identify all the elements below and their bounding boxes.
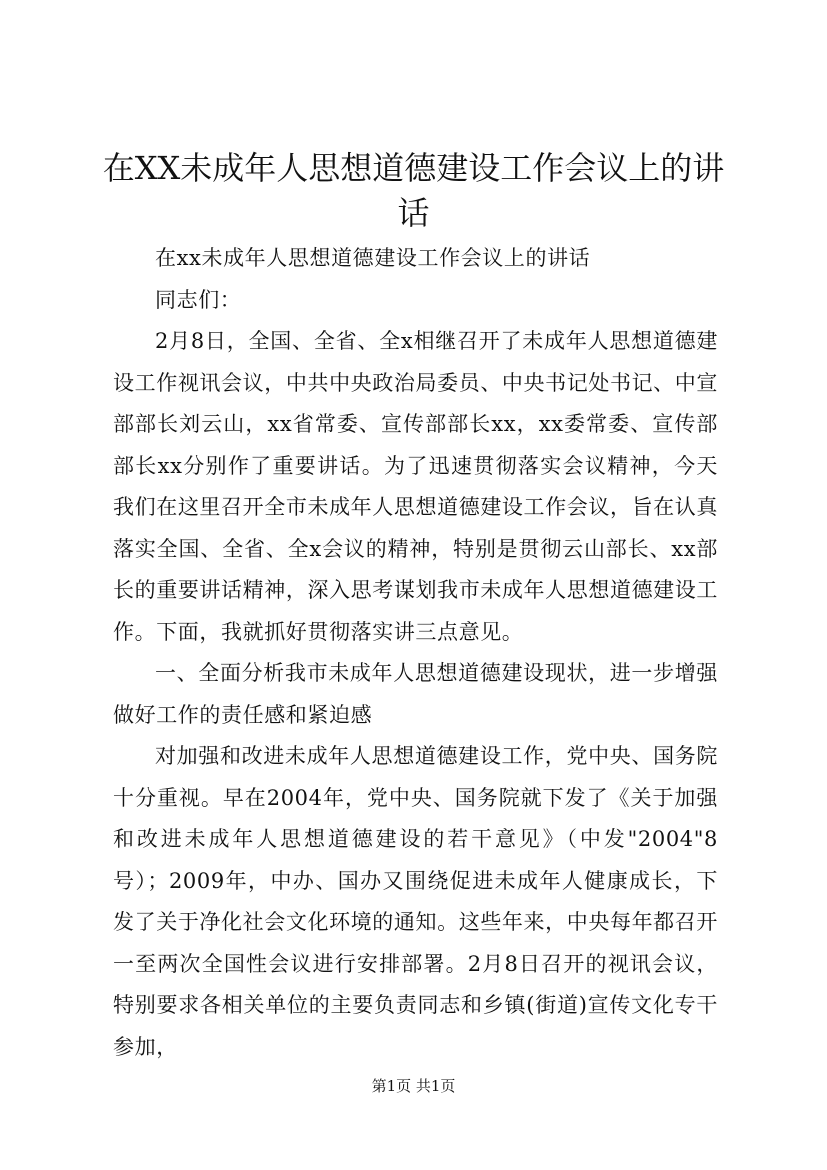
subtitle-paragraph: 在xx未成年人思想道德建设工作会议上的讲话	[155, 246, 591, 270]
page-footer: 第1页 共1页	[371, 1077, 456, 1095]
body-paragraph: 对加强和改进未成年人思想道德建设工作，党中央、国务院十分重视。早在2004年，党中央、国务院就下发了《关于加强和改进未成年人思想道德建设的若干意见》（中发"2004"8号）；2009年，中办、国办又围绕促进未成年人健康成长，下发了关于净化社会文化环境的通知。这些年来，中央每年都召开一至两次全国性会议进行安排部署。2月8日召开的视讯会议，特别要求各相关单位的主要负责同志和乡镇(街道)宣传文化专干参加，	[113, 744, 718, 1059]
document-title: 在XX未成年人思想道德建设工作会议上的讲话	[102, 149, 725, 232]
body-paragraph: 2月8日，全国、全省、全x相继召开了未成年人思想道德建设工作视讯会议，中共中央政治局委员、中央书记处书记、中宣部部长刘云山，xx省常委、宣传部部长xx，xx委常委、宣传部部长xx分别作了重要讲话。为了迅速贯彻落实会议精神，今天我们在这里召开全市未成年人思想道德建设工作会议，旨在认真落实全国、全省、全x会议的精神，特别是贯彻云山部长、xx部长的重要讲话精神，深入思考谋划我市未成年人思想道德建设工作。下面，我就抓好贯彻落实讲三点意见。	[113, 329, 718, 644]
section-heading-paragraph: 一、全面分析我市未成年人思想道德建设现状，进一步增强做好工作的责任感和紧迫感	[113, 661, 718, 727]
greeting-paragraph: 同志们：	[155, 287, 242, 312]
document-body	[113, 238, 718, 1068]
